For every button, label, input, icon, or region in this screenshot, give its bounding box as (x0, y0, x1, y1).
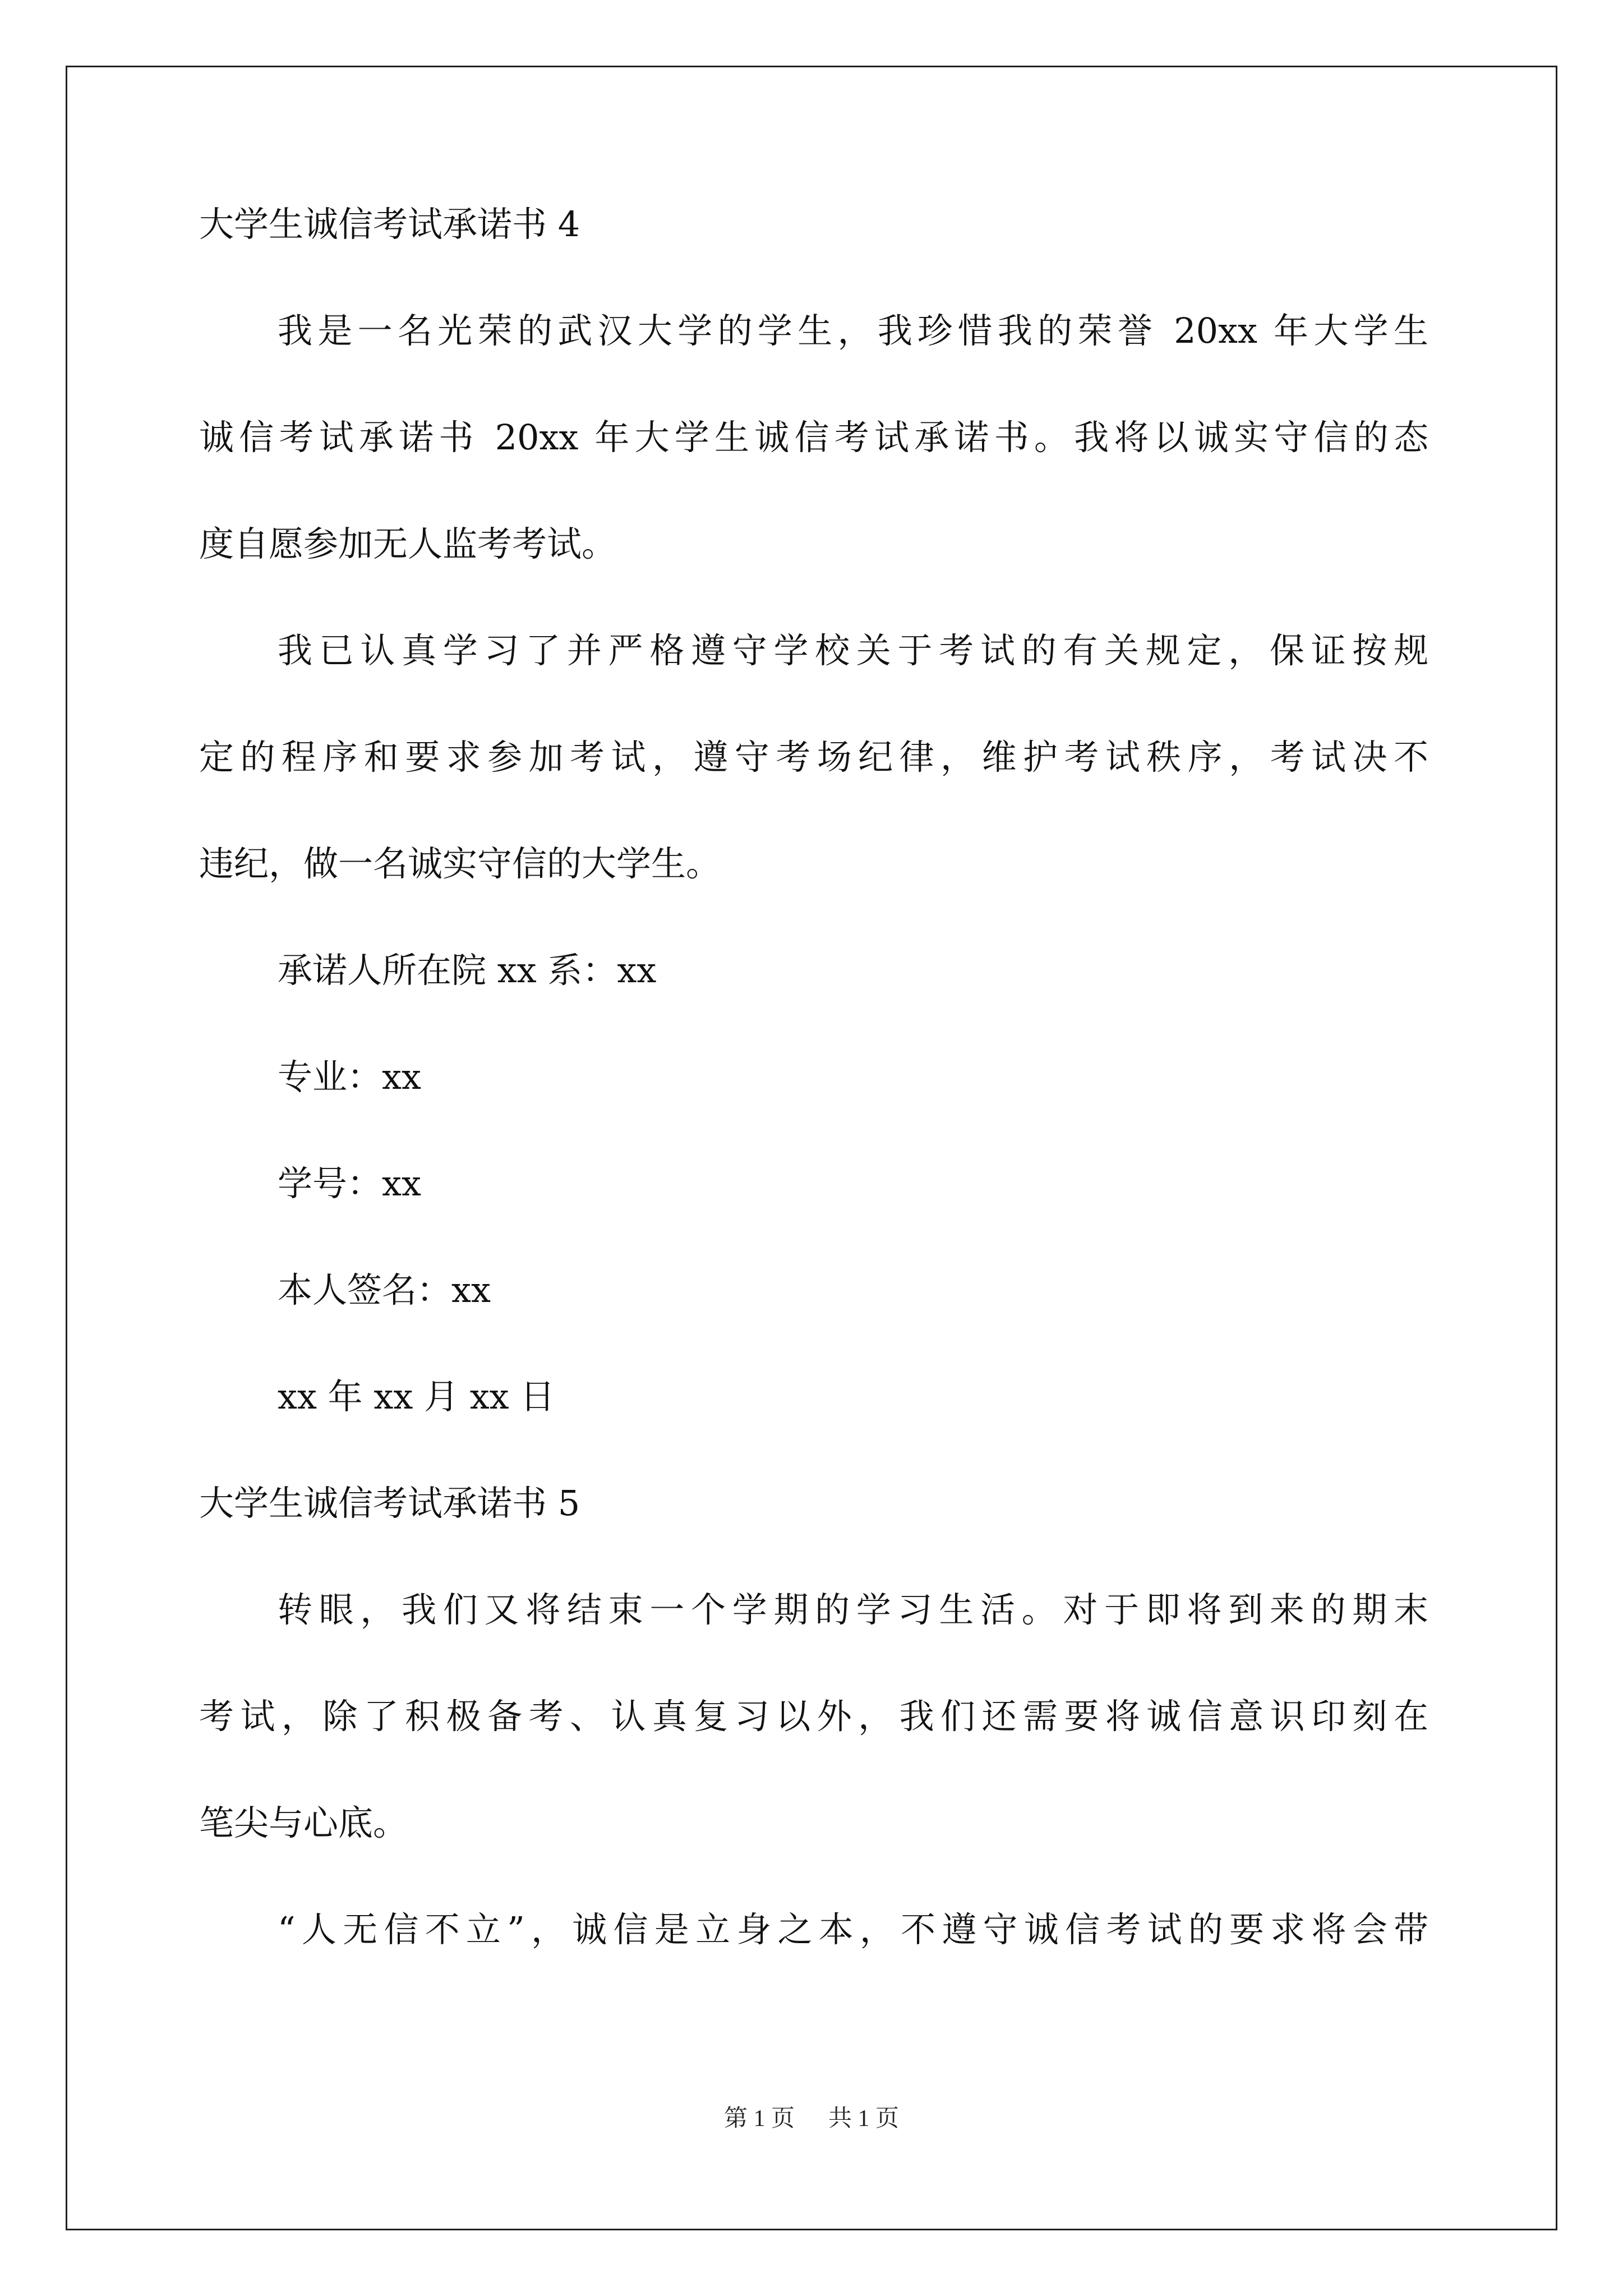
section-4-para1-line3: 度自愿参加无人监考考试。 (199, 523, 617, 564)
major-field: 专业：xx (278, 1056, 421, 1097)
page-number-total: 共 1 页 (828, 2106, 900, 2132)
page-number-current: 第 1 页 (723, 2106, 795, 2132)
page-footer (0, 2105, 1623, 2133)
section-5-para1-line3: 笔尖与心底。 (199, 1802, 408, 1843)
student-id-field: 学号：xx (278, 1163, 421, 1204)
section-5-para2-line1: “人无信不立”，诚信是立身之本，不遵守诚信考试的要求将会带 (278, 1909, 1428, 1950)
section-4-para2-line2: 定的程序和要求参加考试，遵守考场纪律，维护考试秩序，考试决不 (199, 737, 1428, 777)
section-4-para1-line2: 诚信考试承诺书 20xx 年大学生诚信考试承诺书。我将以诚实守信的态 (199, 417, 1428, 458)
section-4-para2-line3: 违纪，做一名诚实守信的大学生。 (199, 843, 721, 884)
signature-field: 本人签名：xx (278, 1269, 491, 1310)
section-5-para1-line1: 转眼，我们又将结束一个学期的学习生活。对于即将到来的期末 (278, 1589, 1428, 1630)
section-4-title: 大学生诚信考试承诺书 4 (199, 204, 580, 245)
section-4-para1-line1: 我是一名光荣的武汉大学的学生，我珍惜我的荣誉 20xx 年大学生 (278, 310, 1428, 351)
section-5-para1-line2: 考试，除了积极备考、认真复习以外，我们还需要将诚信意识印刻在 (199, 1696, 1428, 1737)
document-body (199, 202, 1428, 2014)
department-field: 承诺人所在院 xx 系：xx (278, 950, 657, 991)
section-4-para2-line1: 我已认真学习了并严格遵守学校关于考试的有关规定，保证按规 (278, 630, 1428, 671)
section-5-title: 大学生诚信考试承诺书 5 (199, 1483, 580, 1524)
date-field: xx 年 xx 月 xx 日 (278, 1376, 555, 1417)
